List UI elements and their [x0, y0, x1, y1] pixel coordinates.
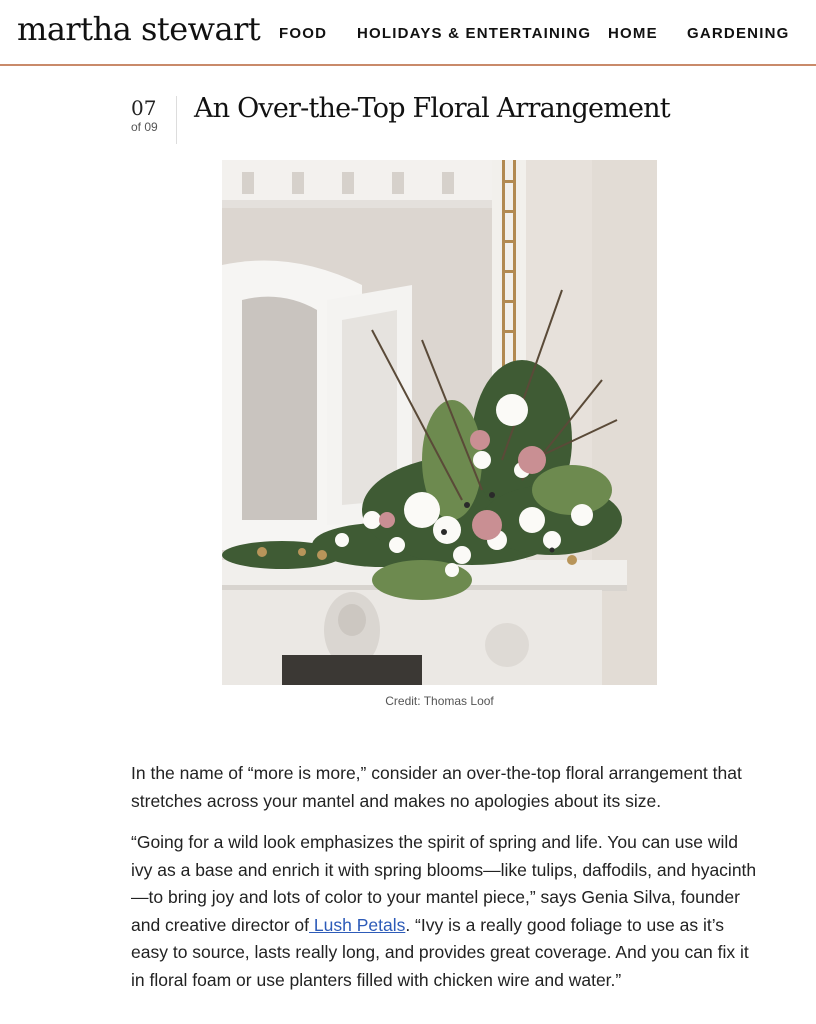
site-logo[interactable]: martha stewart	[17, 10, 261, 48]
floral-arrangement-photo	[222, 160, 657, 685]
site-header	[0, 0, 816, 66]
slide-title: An Over-the-Top Floral Arrangement	[194, 93, 670, 124]
photo-credit: Credit: Thomas Loof	[385, 694, 494, 708]
article-body	[131, 760, 761, 1008]
slide-number: 07	[131, 96, 157, 120]
quote-text-start: “Going for a wild look emphasizes the spirit of spring and life. You can use wild ivy as a base and enrich it with spring blooms—like tulips, daffodils, and hyacinth—to bring joy and lots of color to your mantel piece,” says Genia Silva, founder and creative director of	[131, 832, 757, 935]
slide-counter	[131, 96, 171, 134]
lush-petals-link[interactable]: Lush Petals	[309, 914, 406, 935]
nav-item-food[interactable]: FOOD	[279, 25, 328, 42]
paragraph-quote	[131, 829, 761, 994]
nav-item-holidays-entertaining[interactable]: HOLIDAYS & ENTERTAINING	[357, 25, 592, 42]
nav-item-gardening[interactable]: GARDENING	[687, 25, 790, 42]
nav-item-home[interactable]: HOME	[608, 25, 658, 42]
paragraph-intro: In the name of “more is more,” consider an over-the-top floral arrangement that stretches across your mantel and makes no apologies about its size.	[131, 763, 742, 811]
slide-total: of 09	[131, 120, 158, 134]
title-divider	[176, 96, 177, 144]
quote-text-end: . “Ivy is a really good foliage to use as it’s easy to source, lasts really long, and provides great coverage. And you can fix it in floral foam or use planters filled with chicken wire and water.”	[131, 914, 749, 990]
